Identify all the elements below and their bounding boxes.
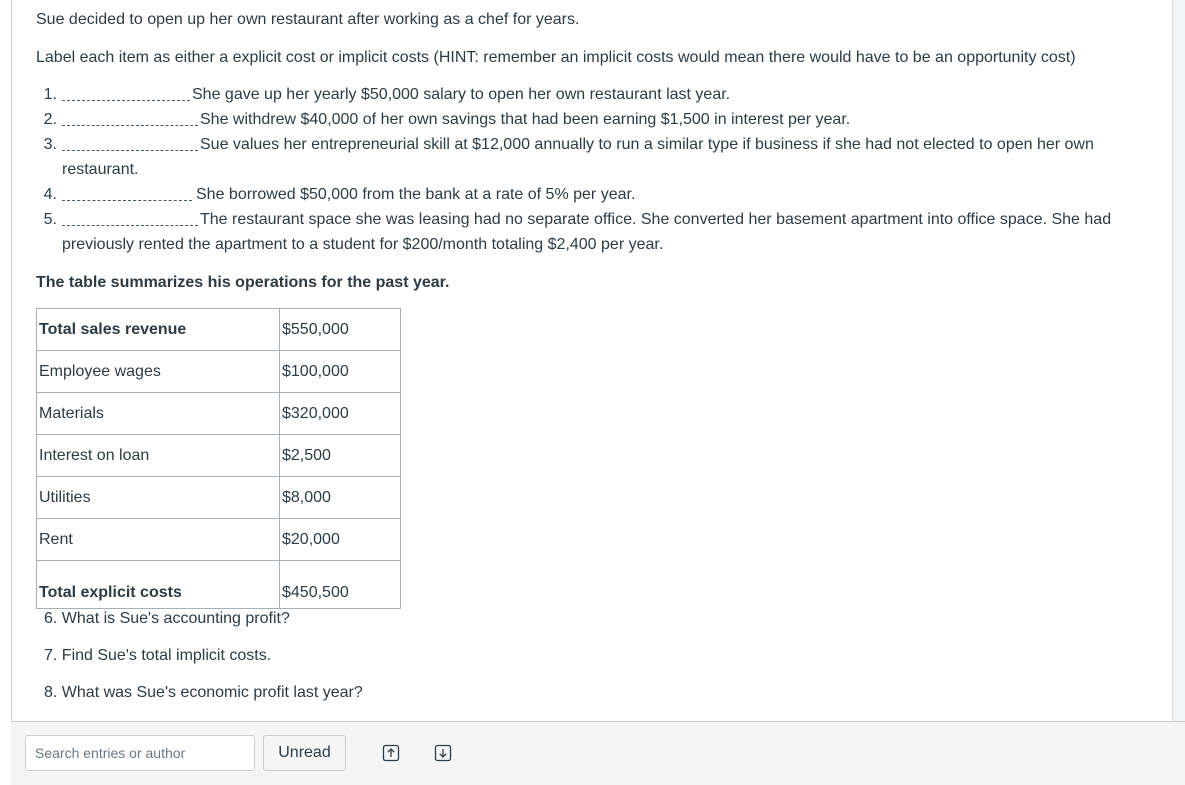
- question-8: 8. What was Sue's economic profit last year?: [44, 684, 363, 701]
- search-input[interactable]: [25, 735, 255, 771]
- item-2-answer-blank: [62, 125, 198, 126]
- table-row: [37, 435, 401, 477]
- item-4-answer-blank: [62, 200, 192, 201]
- table-row: [37, 519, 401, 561]
- item-5-number: 5.: [43, 211, 57, 228]
- row-value: $2,500: [280, 435, 401, 477]
- item-2-number: 2.: [43, 111, 57, 128]
- table-intro: The table summarizes his operations for the past year.: [36, 274, 450, 291]
- item-3-answer-blank: [62, 150, 198, 151]
- table-row: [37, 393, 401, 435]
- item-3-text: Sue values her entrepreneurial skill at $12,000 annually to run a similar type if business if she had not elected to open her own: [200, 136, 1094, 153]
- table-row: [37, 561, 401, 609]
- row-value: $320,000: [280, 393, 401, 435]
- item-4-text: She borrowed $50,000 from the bank at a rate of 5% per year.: [196, 186, 636, 203]
- row-label: Materials: [37, 393, 280, 435]
- item-3-continuation: restaurant.: [62, 161, 139, 178]
- row-label: Total sales revenue: [37, 309, 280, 351]
- intro-text: Sue decided to open up her own restaurant after working as a chef for years.: [36, 11, 580, 28]
- row-value: $100,000: [280, 351, 401, 393]
- row-label: Utilities: [37, 477, 280, 519]
- question-7: 7. Find Sue's total implicit costs.: [44, 647, 272, 664]
- item-1-text: She gave up her yearly $50,000 salary to open her own restaurant last year.: [192, 86, 731, 103]
- table-row: [37, 309, 401, 351]
- discussion-content: [11, 0, 1172, 721]
- arrow-down-icon[interactable]: [428, 738, 458, 768]
- arrow-up-icon[interactable]: [376, 738, 406, 768]
- row-value: $550,000: [280, 309, 401, 351]
- item-5-answer-blank: [62, 225, 198, 226]
- item-5-text: The restaurant space she was leasing had no separate office. She converted her basement apartment into office space. She had: [200, 211, 1112, 228]
- row-label: Interest on loan: [37, 435, 280, 477]
- row-value: $8,000: [280, 477, 401, 519]
- row-label: Employee wages: [37, 351, 280, 393]
- item-4-number: 4.: [43, 186, 57, 203]
- item-1-answer-blank: [62, 100, 190, 101]
- row-label: Rent: [37, 519, 280, 561]
- scrollbar-track[interactable]: [1172, 0, 1185, 721]
- row-value: $450,500: [280, 561, 401, 609]
- item-2-text: She withdrew $40,000 of her own savings that had been earning $1,500 in interest per year.: [200, 111, 851, 128]
- discussion-toolbar: [11, 721, 1185, 785]
- item-3-number: 3.: [43, 136, 57, 153]
- row-value: $20,000: [280, 519, 401, 561]
- instruction-text: Label each item as either a explicit cost or implicit costs (HINT: remember an implicit costs would mean there would have to be an opportunity cost): [36, 49, 1076, 66]
- table-row: [37, 477, 401, 519]
- unread-filter-button[interactable]: Unread: [263, 735, 346, 771]
- table-row: [37, 351, 401, 393]
- item-1-number: 1.: [43, 86, 57, 103]
- question-6: 6. What is Sue's accounting profit?: [44, 610, 290, 627]
- item-5-continuation: previously rented the apartment to a student for $200/month totaling $2,400 per year.: [62, 236, 664, 253]
- row-label: Total explicit costs: [37, 561, 280, 609]
- operations-table: [36, 308, 401, 609]
